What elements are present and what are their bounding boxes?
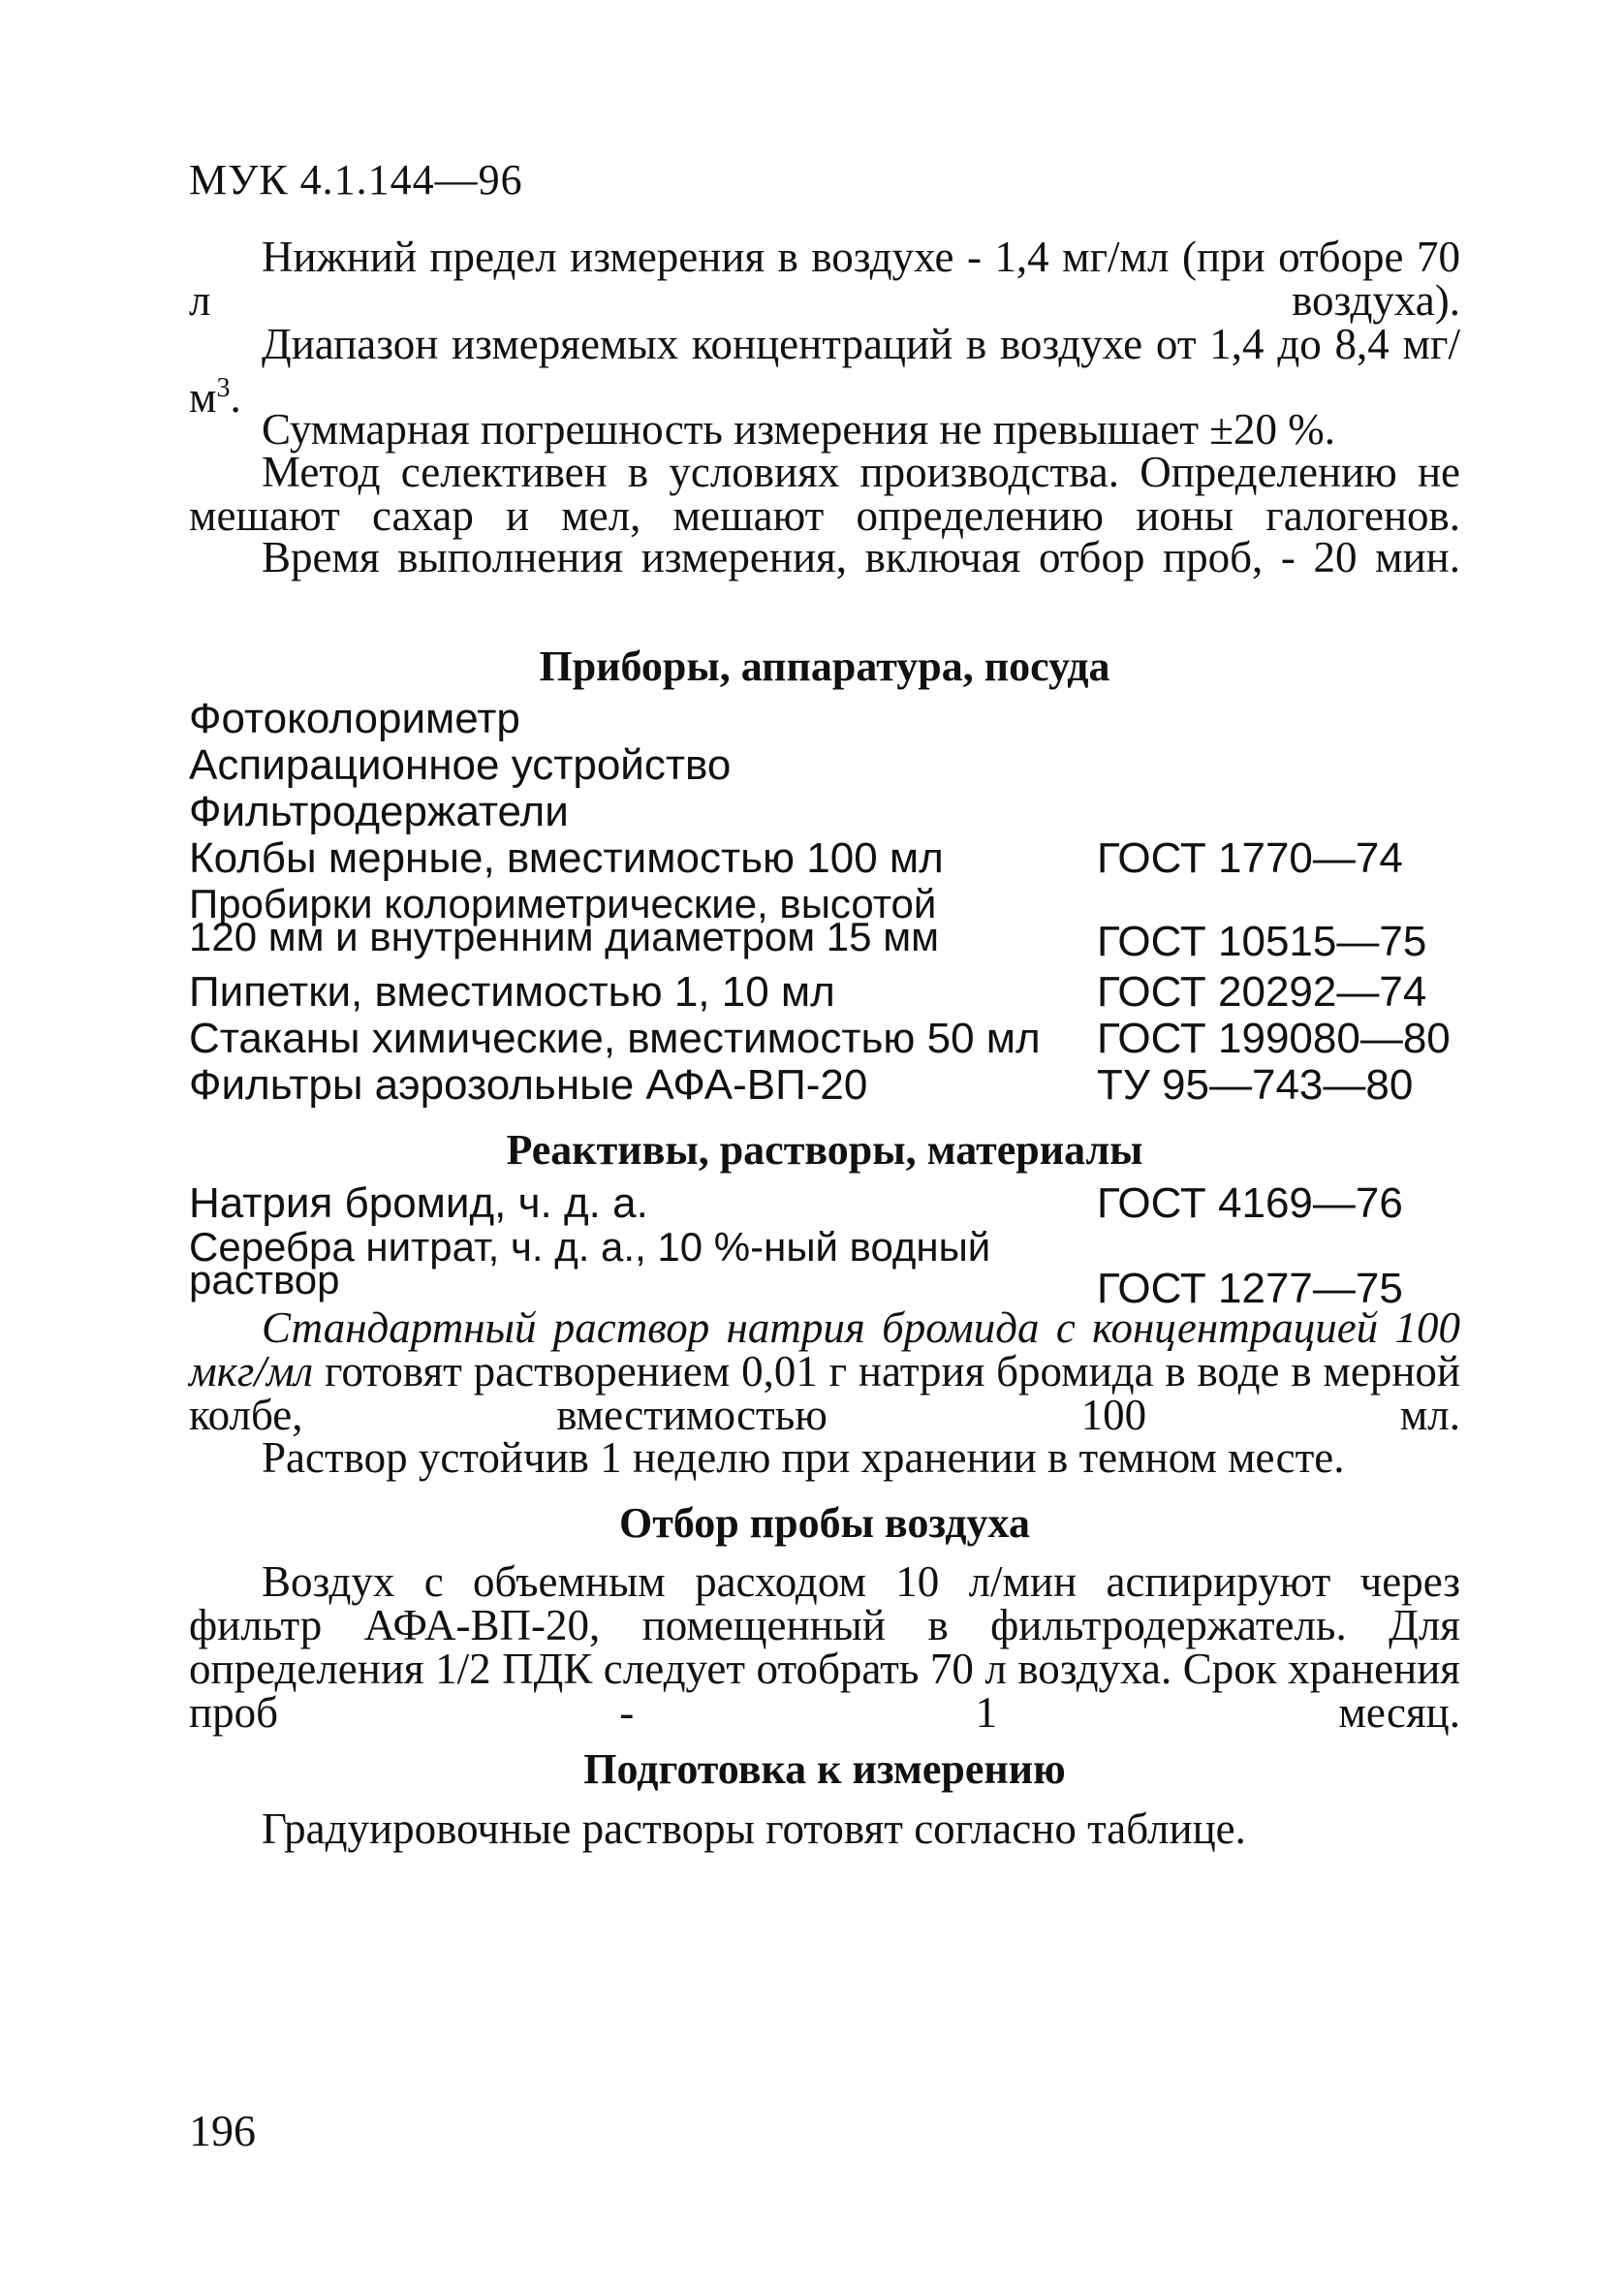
- device-standard: ГОСТ 10515—75: [1097, 918, 1427, 965]
- device-standard: ТУ 95—743—80: [1097, 1061, 1414, 1109]
- section-title-preparation: Подготовка к измерению: [583, 1745, 1066, 1793]
- standard-solution-paragraph: [189, 1303, 1460, 1439]
- device-name: Фильтродержатели: [189, 788, 569, 835]
- range-superscript: 3: [216, 373, 231, 403]
- range-text: Диапазон измеряемых концентраций в воздухе от 1,4 до 8,4 мг/м: [189, 320, 1460, 422]
- reagent-name: [189, 1224, 991, 1302]
- reagent-name: Натрия бромид, ч. д. а.: [189, 1179, 648, 1227]
- reagent-name-line1: Серебра нитрат, ч. д. а., 10 %-ный водный: [189, 1224, 991, 1270]
- section-title-reagents: Реактивы, растворы, материалы: [506, 1126, 1143, 1174]
- standard-solution-italic: Стандартный раствор натрия бромида с концентрацией 100 мкг/мл: [189, 1303, 1460, 1396]
- device-name: [189, 881, 939, 959]
- device-name: Фотоколориметр: [189, 695, 520, 742]
- device-standard: ГОСТ 1770—74: [1097, 834, 1403, 882]
- device-name-line2: 120 мм и внутренним диаметром 15 мм: [189, 914, 939, 959]
- intro-paragraph-lower-limit: Нижний предел измерения в воздухе - 1,4 мг/мл (при отборе 70 л воздуха).: [189, 233, 1460, 325]
- device-name: Колбы мерные, вместимостью 100 мл: [189, 834, 944, 882]
- device-name: Фильтры аэрозольные АФА-ВП-20: [189, 1061, 868, 1109]
- intro-paragraph-duration: Время выполнения измерения, включая отбор проб, - 20 мин.: [262, 533, 1460, 581]
- document-code-header: МУК 4.1.144—96: [189, 156, 523, 204]
- stability-paragraph: Раствор устойчив 1 неделю при хранении в темном месте.: [262, 1433, 1345, 1482]
- intro-paragraph-error: Суммарная погрешность измерения не превышает ±20 %.: [262, 405, 1335, 454]
- reagent-name-line2: раствор: [189, 1257, 340, 1302]
- device-name: Стаканы химические, вместимостью 50 мл: [189, 1015, 1041, 1062]
- device-standard: ГОСТ 20292—74: [1097, 968, 1427, 1016]
- page-number: 196: [189, 2106, 256, 2155]
- preparation-paragraph: Градуировочные растворы готовят согласно таблице.: [262, 1804, 1246, 1853]
- range-end: .: [230, 373, 241, 422]
- device-name: Пипетки, вместимостью 1, 10 мл: [189, 968, 835, 1016]
- standard-solution-rest: готовят растворением 0,01 г натрия бромида в воде в мерной колбе, вместимостью 100 мл.: [189, 1347, 1460, 1439]
- reagent-standard: ГОСТ 1277—75: [1097, 1265, 1403, 1312]
- intro-paragraph-selectivity: Метод селективен в условиях производства. Определению не мешают сахар и мел, мешают определению ионы галогенов.: [189, 448, 1460, 540]
- section-title-sampling: Отбор пробы воздуха: [619, 1499, 1030, 1547]
- device-standard: ГОСТ 199080—80: [1097, 1015, 1451, 1062]
- section-title-devices: Приборы, аппаратура, посуда: [539, 643, 1110, 690]
- sampling-paragraph: Воздух с объемным расходом 10 л/мин аспирируют через фильтр АФА-ВП-20, помещенный в фильтродержатель. Для определения 1/2 ПДК следует отобрать 70 л воздуха. Срок хранения проб - 1 месяц.: [189, 1557, 1460, 1737]
- reagent-standard: ГОСТ 4169—76: [1097, 1179, 1403, 1227]
- device-name-line1: Пробирки колориметрические, высотой: [189, 881, 937, 926]
- device-name: Аспирационное устройство: [189, 741, 732, 789]
